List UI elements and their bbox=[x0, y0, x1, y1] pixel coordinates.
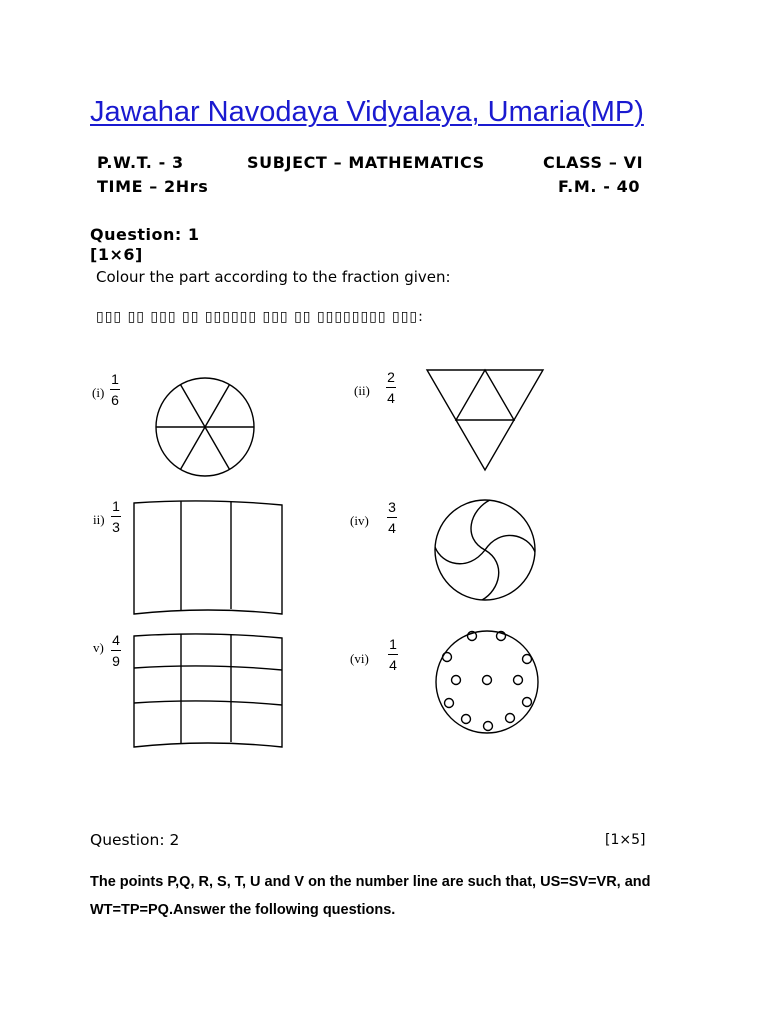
question-2-title: Question: 2 bbox=[90, 831, 180, 849]
item-2-label: (ii) bbox=[354, 383, 370, 398]
numerator: 1 bbox=[111, 371, 119, 387]
numerator: 1 bbox=[389, 636, 397, 652]
class-label: CLASS – VI bbox=[543, 153, 644, 172]
item-6-label: (vi) bbox=[350, 651, 369, 666]
item-5-label: v) bbox=[93, 640, 104, 655]
denominator: 6 bbox=[111, 392, 119, 408]
rectangle-three-columns-figure bbox=[134, 501, 282, 614]
school-title: Jawahar Navodaya Vidyalaya, Umaria(MP) bbox=[90, 96, 644, 128]
grid-three-by-three-figure bbox=[134, 634, 282, 747]
triangle-four-parts-figure bbox=[427, 370, 543, 470]
item-1-label: (i) bbox=[92, 385, 105, 400]
question-1-instruction-hindi: ▯▯▯ ▯▯ ▯▯▯ ▯▯ ▯▯▯▯▯▯ ▯▯▯ ▯▯ ▯▯▯▯▯▯▯▯ ▯▯▯: bbox=[96, 309, 424, 325]
item-3-label: ii) bbox=[93, 512, 105, 527]
full-marks-label: F.M. - 40 bbox=[558, 177, 641, 196]
test-code: P.W.T. - 3 bbox=[97, 153, 184, 172]
numerator: 2 bbox=[387, 369, 395, 385]
subject-label: SUBJECT – MATHEMATICS bbox=[247, 153, 485, 172]
denominator: 9 bbox=[112, 653, 120, 669]
circle-curved-parts-figure bbox=[435, 500, 535, 600]
circle-six-sectors-figure bbox=[156, 378, 254, 476]
denominator: 3 bbox=[112, 519, 120, 535]
time-label: TIME – 2Hrs bbox=[97, 177, 209, 196]
question-1-title: Question: 1 bbox=[90, 225, 200, 244]
question-2-marks: [1×5] bbox=[605, 832, 646, 848]
numerator: 1 bbox=[112, 498, 120, 514]
numerator: 3 bbox=[388, 499, 396, 515]
question-2-text: The points P,Q, R, S, T, U and V on the number line are such that, US=SV=VR, and WT=TP=PQ.Answer the following questions. bbox=[90, 874, 651, 918]
item-4-label: (iv) bbox=[350, 513, 369, 528]
question-1-instruction: Colour the part according to the fraction given: bbox=[96, 268, 451, 286]
denominator: 4 bbox=[387, 390, 395, 406]
numerator: 4 bbox=[112, 632, 120, 648]
circle-twelve-dots-figure bbox=[436, 631, 538, 733]
denominator: 4 bbox=[388, 520, 396, 536]
denominator: 4 bbox=[389, 657, 397, 673]
question-1-marks: [1×6] bbox=[90, 245, 143, 264]
